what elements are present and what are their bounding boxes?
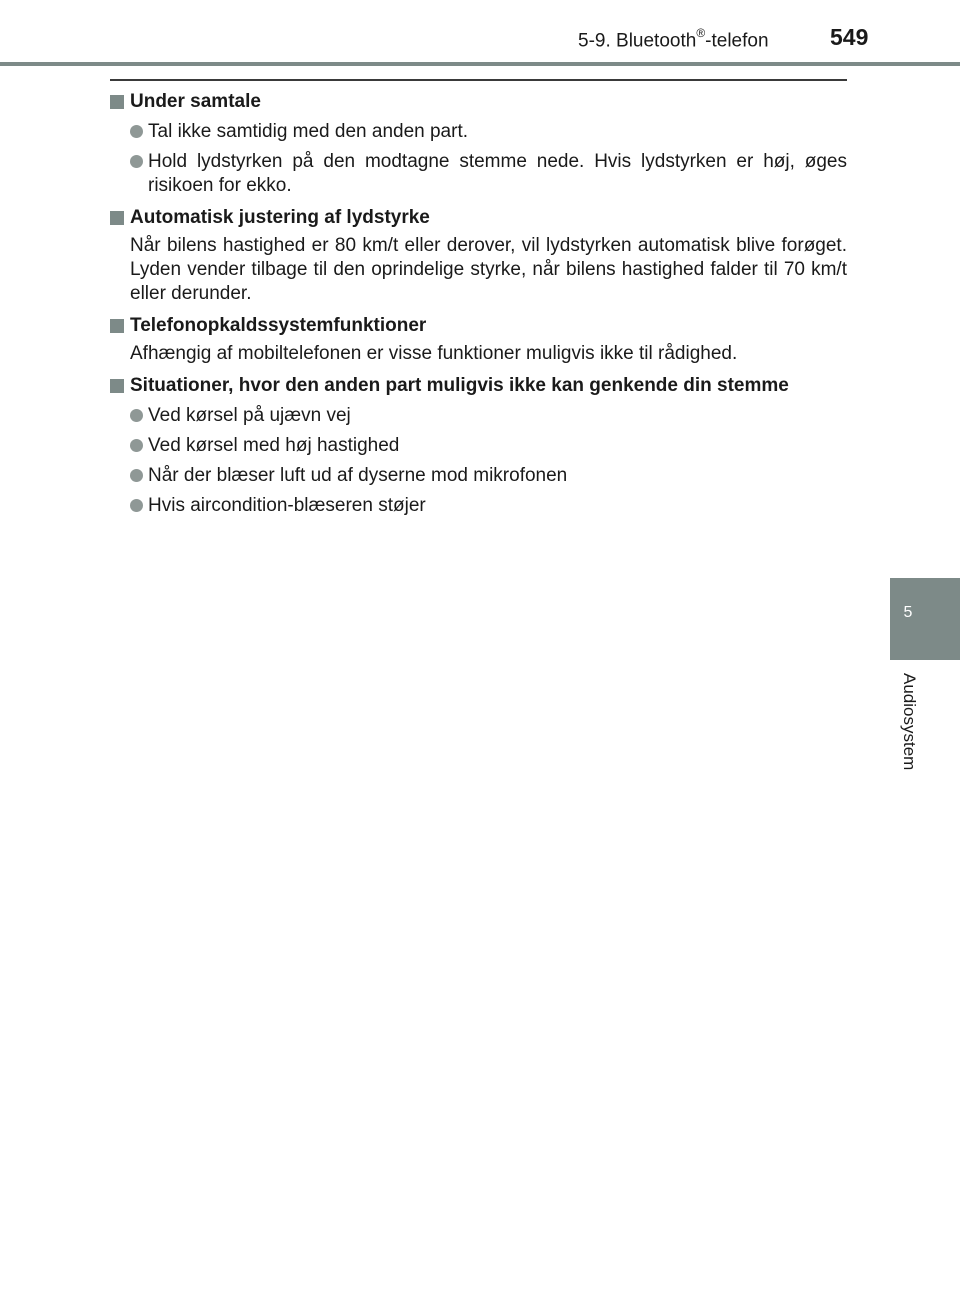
list-item bbox=[130, 150, 847, 198]
page-content bbox=[110, 90, 847, 526]
round-bullet-icon bbox=[130, 125, 143, 138]
section-heading bbox=[110, 206, 847, 230]
list-item-text: Ved kørsel på ujævn vej bbox=[148, 405, 351, 426]
chapter-tab bbox=[890, 578, 960, 660]
list-item-text: Tal ikke samtidig med den anden part. bbox=[148, 121, 469, 142]
section-paragraph: Afhængig af mobiltelefonen er visse funktioner muligvis ikke til rådighed. bbox=[130, 343, 738, 364]
section-heading bbox=[110, 314, 847, 338]
square-bullet-icon bbox=[110, 319, 124, 333]
square-bullet-icon bbox=[110, 379, 124, 393]
list-item bbox=[130, 120, 847, 144]
chapter-tab-label: Audiosystem bbox=[900, 673, 919, 771]
heading-text: Automatisk justering af lydstyrke bbox=[130, 207, 430, 228]
header-rule bbox=[110, 79, 847, 81]
round-bullet-icon bbox=[130, 155, 143, 168]
section-heading bbox=[110, 90, 847, 114]
heading-text: Telefonopkaldssystemfunktioner bbox=[130, 315, 427, 336]
list-item bbox=[130, 464, 847, 488]
round-bullet-icon bbox=[130, 499, 143, 512]
chapter-prefix: 5-9. Bluetooth bbox=[578, 30, 697, 52]
list-item-text: Hold lydstyrken på den modtagne stemme nede. Hvis lydstyrken er høj, øges risikoen for ekko. bbox=[148, 151, 847, 196]
round-bullet-icon bbox=[130, 439, 143, 452]
round-bullet-icon bbox=[130, 409, 143, 422]
header-band bbox=[0, 0, 960, 66]
list-item bbox=[130, 494, 847, 518]
chapter-suffix: -telefon bbox=[705, 30, 769, 52]
list-item bbox=[130, 434, 847, 458]
list-item-text: Hvis aircondition-blæseren støjer bbox=[148, 495, 426, 516]
list-item-text: Ved kørsel med høj hastighed bbox=[148, 435, 400, 456]
list-item bbox=[130, 404, 847, 428]
square-bullet-icon bbox=[110, 211, 124, 225]
section-heading bbox=[110, 374, 847, 398]
section-lydstyrke bbox=[110, 206, 847, 306]
section-paragraph: Når bilens hastighed er 80 km/t eller derover, vil lydstyrken automatisk blive forøget. Lyden vender tilbage til den oprindelige styrke, når bilens hastighed falder til 70 km/t eller derunder. bbox=[130, 235, 847, 304]
square-bullet-icon bbox=[110, 95, 124, 109]
section-telefonopkald bbox=[110, 314, 847, 366]
heading-text: Situationer, hvor den anden part muligvis ikke kan genkende din stemme bbox=[130, 375, 789, 396]
round-bullet-icon bbox=[130, 469, 143, 482]
chapter-tab-number: 5 bbox=[903, 604, 913, 621]
section-situationer bbox=[110, 374, 847, 518]
heading-text: Under samtale bbox=[130, 91, 261, 112]
section-under-samtale bbox=[110, 90, 847, 198]
chapter-title bbox=[578, 28, 769, 52]
registered-mark: ® bbox=[696, 26, 706, 40]
page-number: 549 bbox=[830, 24, 869, 50]
list-item-text: Når der blæser luft ud af dyserne mod mikrofonen bbox=[148, 465, 568, 486]
